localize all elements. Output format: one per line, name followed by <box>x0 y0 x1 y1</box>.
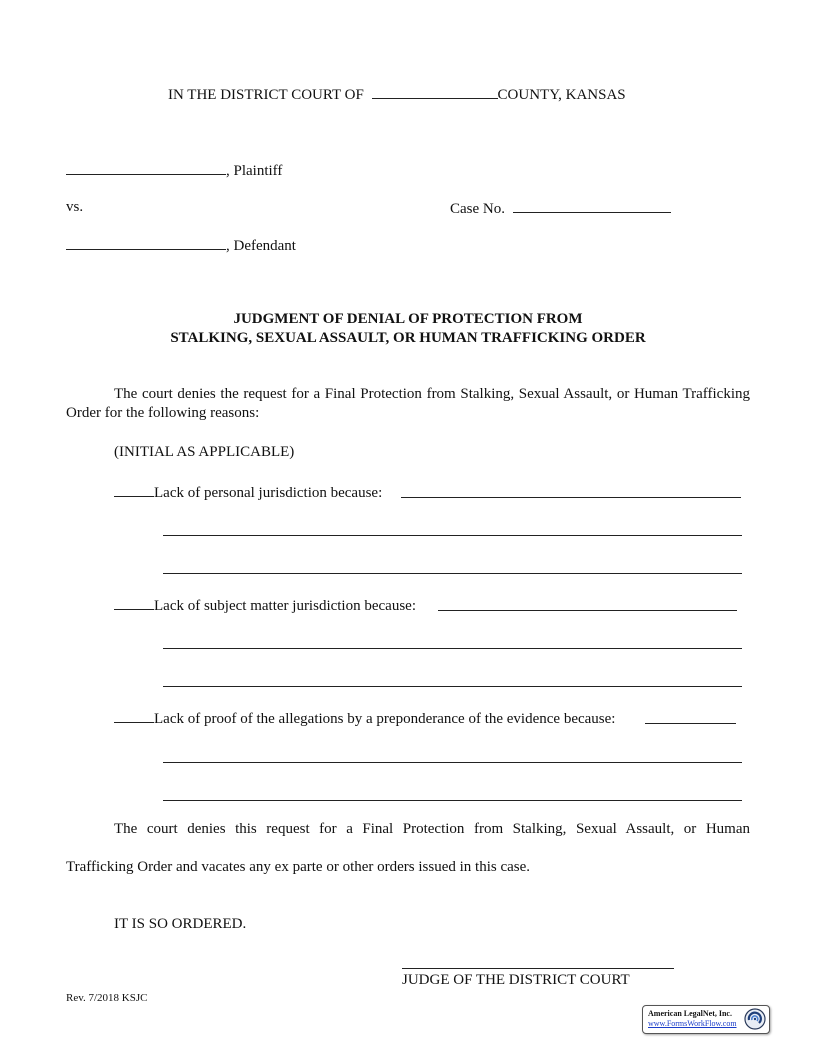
reason-personal-jurisdiction <box>114 482 382 502</box>
logo-url[interactable]: www.FormsWorkFlow.com <box>648 1019 737 1028</box>
court-header-prefix: IN THE DISTRICT COURT OF <box>168 87 364 103</box>
judge-signature-line[interactable] <box>402 968 674 969</box>
plaintiff-label: , Plaintiff <box>226 163 283 179</box>
judge-signature-label: JUDGE OF THE DISTRICT COURT <box>402 972 630 988</box>
denial-text-2: Trafficking Order and vacates any ex parte or other orders issued in this case. <box>66 859 531 875</box>
court-header-suffix: COUNTY, KANSAS <box>497 87 626 103</box>
american-legalnet-logo[interactable] <box>642 1005 770 1034</box>
initial-blank-2[interactable] <box>114 595 154 610</box>
defendant-label: , Defendant <box>226 238 296 254</box>
logo-swirl-icon <box>744 1008 766 1030</box>
denial-paragraph-line1 <box>66 820 750 839</box>
reason-lack-of-proof <box>114 708 615 728</box>
defendant-blank[interactable] <box>66 235 226 250</box>
reason-2-answer-line-1[interactable] <box>438 610 737 611</box>
reason-2-answer-line-2[interactable] <box>163 648 742 649</box>
reason-1-answer-line-1[interactable] <box>401 497 741 498</box>
plaintiff-row <box>66 160 282 180</box>
revision-note: Rev. 7/2018 KSJC <box>66 992 148 1004</box>
reason-3-answer-line-3[interactable] <box>163 800 742 801</box>
county-blank[interactable] <box>372 84 498 99</box>
plaintiff-blank[interactable] <box>66 160 226 175</box>
vs-label: vs. <box>66 199 84 215</box>
reason-3-label: Lack of proof of the allegations by a preponderance of the evidence because: <box>154 711 616 727</box>
intro-paragraph <box>66 385 750 423</box>
initial-note: (INITIAL AS APPLICABLE) <box>114 444 295 460</box>
document-title-line2: STALKING, SEXUAL ASSAULT, OR HUMAN TRAFFICKING ORDER <box>170 330 646 346</box>
initial-blank-1[interactable] <box>114 482 154 497</box>
denial-text-1: The court denies this request for a Final Protection from Stalking, Sexual Assault, or Human <box>114 821 750 837</box>
reason-3-answer-line-1[interactable] <box>645 723 736 724</box>
case-number-row <box>450 198 671 218</box>
defendant-row <box>66 235 296 255</box>
reason-1-answer-line-3[interactable] <box>163 573 742 574</box>
logo-company-name: American LegalNet, Inc. <box>648 1009 732 1018</box>
reason-1-answer-line-2[interactable] <box>163 535 742 536</box>
court-header <box>168 84 626 104</box>
reason-2-label: Lack of subject matter jurisdiction because: <box>154 598 416 614</box>
initial-blank-3[interactable] <box>114 708 154 723</box>
reason-2-answer-line-3[interactable] <box>163 686 742 687</box>
case-number-blank[interactable] <box>513 198 671 213</box>
case-no-label: Case No. <box>450 201 505 217</box>
reason-3-answer-line-2[interactable] <box>163 762 742 763</box>
reason-1-label: Lack of personal jurisdiction because: <box>154 485 383 501</box>
so-ordered: IT IS SO ORDERED. <box>114 916 247 932</box>
reason-subject-matter-jurisdiction <box>114 595 416 615</box>
intro-text: The court denies the request for a Final Protection from Stalking, Sexual Assault, or Human Trafficking Order for the following reasons: <box>66 386 750 421</box>
document-title-line1: JUDGMENT OF DENIAL OF PROTECTION FROM <box>233 311 583 327</box>
